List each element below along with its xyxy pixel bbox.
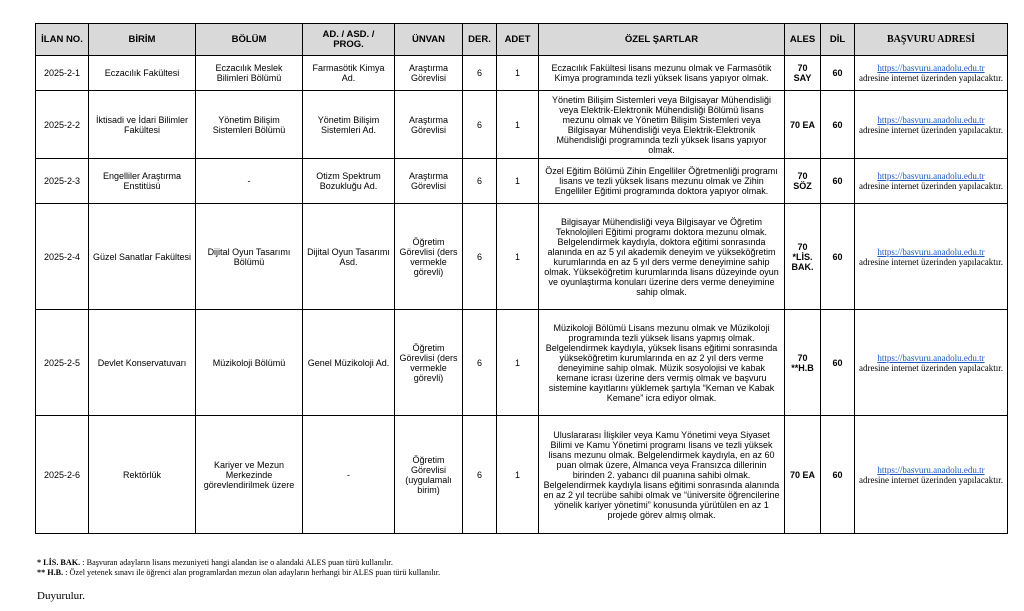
cell-unvan: Öğretim Görevlisi (ders vermekle görevli) — [395, 204, 463, 310]
cell-ales: 70 EA — [785, 416, 821, 534]
cell-ad: Otizm Spektrum Bozukluğu Ad. — [303, 159, 395, 204]
footnote-key: * LİS. BAK. — [37, 558, 81, 567]
cell-ales: 70 EA — [785, 91, 821, 159]
announcement-table — [35, 23, 1008, 534]
cell-birim: İktisadi ve İdari Bilimler Fakültesi — [89, 91, 196, 159]
cell-unvan: Öğretim Görevlisi (ders vermekle görevli) — [395, 310, 463, 416]
cell-der: 6 — [463, 159, 497, 204]
cell-ad: Farmasötik Kimya Ad. — [303, 56, 395, 91]
basvuru-link[interactable]: https://basvuru.anadolu.edu.tr — [877, 171, 985, 181]
cell-ozel-sartlar: Uluslararası İlişkiler veya Kamu Yönetimi veya Siyaset Bilimi ve Kamu Yönetimi programı lisans ve tezli yüksek lisans mezunu olmak. Belgelendirmek kaydıyla, en az 60 puan olmak üzere, Almanca veya Fransızca dillerinin birinden 2. yabancı dil puanına sahibi olmak. Belgelendirmek kaydıyla lisans eğitimi sonrasında alanında en az 2 yıl tecrübe sahibi olmak ve “üniversite öğrencilerine yönelik kariyer yönetimi” konusunda yürütülen en az 1 projede görev almış olmak. — [539, 416, 785, 534]
basvuru-link[interactable]: https://basvuru.anadolu.edu.tr — [877, 246, 985, 257]
footnote-lis-bak — [37, 558, 440, 568]
cell-unvan: Araştırma Görevlisi — [395, 159, 463, 204]
table-row — [36, 159, 1008, 204]
announcement-table-wrapper — [35, 23, 1007, 534]
header-ad-asd-prog: AD. / ASD. / PROG. — [303, 24, 395, 56]
header-der: DER. — [463, 24, 497, 56]
cell-bolum: Kariyer ve Mezun Merkezinde görevlendirilmek üzere — [196, 416, 303, 534]
cell-der: 6 — [463, 56, 497, 91]
table-row — [36, 91, 1008, 159]
cell-adet: 1 — [497, 204, 539, 310]
header-basvuru-adresi: BAŞVURU ADRESİ — [855, 24, 1008, 56]
cell-ilan-no: 2025-2-1 — [36, 56, 89, 91]
basvuru-link[interactable]: https://basvuru.anadolu.edu.tr — [877, 352, 985, 363]
cell-dil: 60 — [821, 91, 855, 159]
cell-der: 6 — [463, 204, 497, 310]
footnote-hb — [37, 568, 440, 578]
basvuru-link[interactable]: https://basvuru.anadolu.edu.tr — [877, 464, 985, 475]
cell-birim: Güzel Sanatlar Fakültesi — [89, 204, 196, 310]
basvuru-text: adresine internet üzerinden yapılacaktır. — [859, 124, 1003, 135]
footnotes — [37, 558, 440, 578]
cell-basvuru-adresi — [855, 310, 1008, 416]
basvuru-text: adresine internet üzerinden yapılacaktır. — [859, 474, 1003, 485]
header-birim: BİRİM — [89, 24, 196, 56]
header-dil: DİL — [821, 24, 855, 56]
cell-dil: 60 — [821, 56, 855, 91]
cell-ozel-sartlar: Özel Eğitim Bölümü Zihin Engelliler Öğretmenliği programı lisans ve tezli yüksek lisans mezunu olmak ve Zihin Engelliler Eğitimi programında doktora yapıyor olmak. — [539, 159, 785, 204]
cell-basvuru-adresi — [855, 56, 1008, 91]
cell-ilan-no: 2025-2-3 — [36, 159, 89, 204]
cell-adet: 1 — [497, 159, 539, 204]
cell-ilan-no: 2025-2-6 — [36, 416, 89, 534]
basvuru-link[interactable]: https://basvuru.anadolu.edu.tr — [877, 114, 985, 125]
cell-ales: 70 SÖZ — [785, 159, 821, 204]
basvuru-text: adresine internet üzerinden yapılacaktır. — [859, 256, 1003, 267]
cell-unvan: Öğretim Görevlisi (uygulamalı birim) — [395, 416, 463, 534]
basvuru-text: adresine internet üzerinden yapılacaktır. — [859, 362, 1003, 373]
cell-bolum: Yönetim Bilişim Sistemleri Bölümü — [196, 91, 303, 159]
cell-der: 6 — [463, 416, 497, 534]
cell-dil: 60 — [821, 159, 855, 204]
cell-dil: 60 — [821, 204, 855, 310]
header-bolum: BÖLÜM — [196, 24, 303, 56]
basvuru-text: adresine internet üzerinden yapılacaktır. — [859, 73, 1003, 83]
basvuru-text: adresine internet üzerinden yapılacaktır. — [859, 181, 1003, 191]
cell-adet: 1 — [497, 91, 539, 159]
cell-ad: Yönetim Bilişim Sistemleri Ad. — [303, 91, 395, 159]
cell-birim: Engelliler Araştırma Enstitüsü — [89, 159, 196, 204]
cell-bolum: Eczacılık Meslek Bilimleri Bölümü — [196, 56, 303, 91]
header-adet: ADET — [497, 24, 539, 56]
cell-adet: 1 — [497, 56, 539, 91]
header-ozel-sartlar: ÖZEL ŞARTLAR — [539, 24, 785, 56]
cell-ales: 70 *LİS. BAK. — [785, 204, 821, 310]
cell-unvan: Araştırma Görevlisi — [395, 56, 463, 91]
cell-unvan: Araştırma Görevlisi — [395, 91, 463, 159]
cell-bolum: Müzikoloji Bölümü — [196, 310, 303, 416]
cell-basvuru-adresi — [855, 204, 1008, 310]
footnote-text: : Başvuran adayların lisans mezuniyeti hangi alandan ise o alandaki ALES puan türü kullanılır. — [80, 558, 393, 567]
cell-adet: 1 — [497, 310, 539, 416]
cell-ad: - — [303, 416, 395, 534]
cell-dil: 60 — [821, 416, 855, 534]
table-row — [36, 310, 1008, 416]
table-row — [36, 56, 1008, 91]
cell-birim: Rektörlük — [89, 416, 196, 534]
closing-text: Duyurulur. — [37, 590, 85, 602]
cell-bolum: Dijital Oyun Tasarımı Bölümü — [196, 204, 303, 310]
cell-ad: Dijital Oyun Tasarımı Asd. — [303, 204, 395, 310]
cell-basvuru-adresi — [855, 91, 1008, 159]
cell-dil: 60 — [821, 310, 855, 416]
cell-ilan-no: 2025-2-4 — [36, 204, 89, 310]
table-row — [36, 204, 1008, 310]
cell-basvuru-adresi — [855, 416, 1008, 534]
header-ales: ALES — [785, 24, 821, 56]
footnote-key: ** H.B. — [37, 568, 64, 577]
cell-birim: Devlet Konservatuvarı — [89, 310, 196, 416]
cell-der: 6 — [463, 310, 497, 416]
cell-ales: 70 **H.B — [785, 310, 821, 416]
cell-ad: Genel Müzikoloji Ad. — [303, 310, 395, 416]
footnote-text: : Özel yetenek sınavı ile öğrenci alan programlardan mezun olan adayların herhangi bir ALES puan türü kullanılır. — [63, 568, 441, 577]
table-header-row — [36, 24, 1008, 56]
cell-birim: Eczacılık Fakültesi — [89, 56, 196, 91]
cell-der: 6 — [463, 91, 497, 159]
cell-adet: 1 — [497, 416, 539, 534]
cell-bolum: - — [196, 159, 303, 204]
cell-ilan-no: 2025-2-5 — [36, 310, 89, 416]
table-row — [36, 416, 1008, 534]
cell-ozel-sartlar: Müzikoloji Bölümü Lisans mezunu olmak ve Müzikoloji programında tezli yüksek lisans yapmış olmak. Belgelendirmek kaydıyla, yüksek lisans eğitimi sonrasında yükseköğretim kurumlarında en az 2 yıl ders verme deneyimine sahip olmak. Müzik sosyolojisi ve kabak kemane icrası üzerine ders vermiş olmak ve başvuru sistemine kayıtlarını yüklemek şartıyla “Keman ve Kabak Kemane” icra ediyor olmak. — [539, 310, 785, 416]
cell-ozel-sartlar: Bilgisayar Mühendisliği veya Bilgisayar ve Öğretim Teknolojileri Eğitimi programı doktora mezunu olmak. Belgelendirmek kaydıyla, doktora eğitimi sonrasında alanında en az 5 yıl akademik deneyim ve yükseköğretim kurumlarında en az 5 yıl ders verme deneyimine sahip olmak. Yükseköğretim kurumlarında lisans düzeyinde oyun ve oyunlaştırma konuları üzerine ders verme deneyimine sahip olmak. — [539, 204, 785, 310]
basvuru-link[interactable]: https://basvuru.anadolu.edu.tr — [877, 63, 985, 73]
cell-ozel-sartlar: Yönetim Bilişim Sistemleri veya Bilgisayar Mühendisliği veya Elektrik-Elektronik Mühendisliği Bölümü lisans mezunu olmak ve Yönetim Bilişim Sistemleri veya Bilgisayar Mühendisliği veya Elektrik-Elektronik Mühendisliği programında tezli yüksek lisans yapıyor olmak. — [539, 91, 785, 159]
cell-ales: 70 SAY — [785, 56, 821, 91]
cell-basvuru-adresi — [855, 159, 1008, 204]
cell-ozel-sartlar: Eczacılık Fakültesi lisans mezunu olmak ve Farmasötik Kimya programında tezli yüksek lisans yapıyor olmak. — [539, 56, 785, 91]
header-ilan-no: İLAN NO. — [36, 24, 89, 56]
header-unvan: ÜNVAN — [395, 24, 463, 56]
cell-ilan-no: 2025-2-2 — [36, 91, 89, 159]
